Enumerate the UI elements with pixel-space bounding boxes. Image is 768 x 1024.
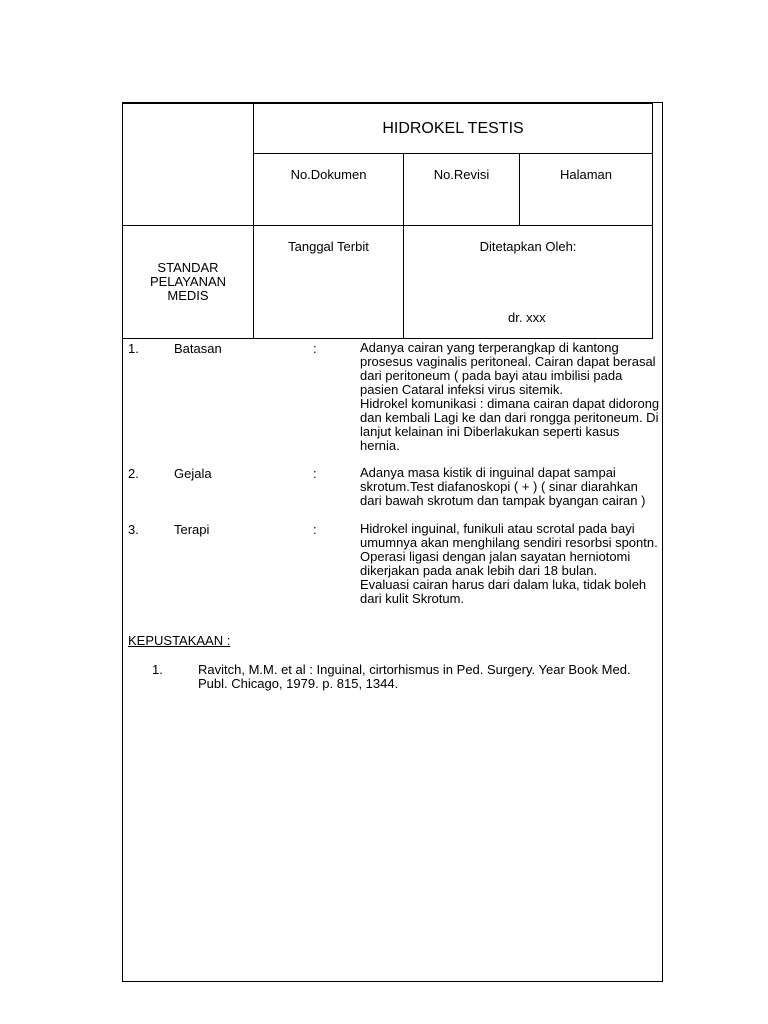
section-2-line: Adanya masa kistik di inguinal dapat sampai [360,465,616,480]
section-1-line: Adanya cairan yang terperangkap di kantong [360,340,619,355]
section-3-label: Terapi [174,522,210,537]
ditetapkan-label: Ditetapkan Oleh: [479,239,577,254]
header-top-border [122,103,653,104]
section-3-line: Operasi ligasi dengan jalan sayatan herniotomi [360,549,631,564]
section-1-line: pasien Cataral infeksi virus sitemik. [360,382,564,397]
header-right-border [652,103,653,339]
section-1-number: 1. [128,341,139,356]
header-left-border [122,103,123,339]
section-2-line: dari bawah skrotum dan tampak byangan cairan ) [360,493,646,508]
standar-label-line-2: PELAYANAN [149,274,227,289]
section-1-colon: : [313,341,317,356]
section-3-line: umumnya akan menghilang sendiri resorbsi spontn. [360,535,658,550]
signer-name: dr. xxx [508,310,546,325]
document-title: HIDROKEL TESTIS [382,120,524,137]
header-divider-left [253,103,254,339]
section-3-line: dari kulit Skrotum. [360,591,465,606]
reference-1-number: 1. [152,662,163,677]
header-bottom-border [122,338,653,339]
section-1-label: Batasan [174,341,222,356]
standar-label-line-3: MEDIS [167,288,209,303]
section-3-line: Hidrokel inguinal, funikuli atau scrotal pada bayi [360,521,635,536]
section-1-line: hernia. [360,438,400,453]
no-revisi-label: No.Revisi [433,167,490,182]
section-2-line: skrotum.Test diafanoskopi ( + ) ( sinar diarahkan [360,479,638,494]
section-3-line: dikerjakan pada anak lebih dari 18 bulan. [360,563,598,578]
section-3-number: 3. [128,522,139,537]
no-dokumen-label: No.Dokumen [290,167,367,182]
section-3-line: Evaluasi cairan harus dari dalam luka, tidak boleh [360,577,647,592]
standar-label-line-1: STANDAR [157,260,219,275]
reference-1-line-2: Publ. Chicago, 1979. p. 815, 1344. [198,676,399,691]
section-1-line: prosesus vaginalis peritoneal. Cairan dapat berasal [360,354,656,369]
tanggal-terbit-label: Tanggal Terbit [288,239,369,254]
document-header-table [122,103,653,339]
section-1-line: Hidrokel komunikasi : dimana cairan dapat didorong [360,396,660,411]
section-1-line: dan kembali Lagi ke dan dari rongga peritoneum. Di [360,410,659,425]
section-2-number: 2. [128,466,139,481]
rev-page-divider [519,153,520,226]
title-row-border [253,153,653,154]
reference-1-line-1: Ravitch, M.M. et al : Inguinal, cirtorhismus in Ped. Surgery. Year Book Med. [198,662,631,677]
section-1-line: lanjut kelainan ini Diberlakukan seperti kasus [360,424,620,439]
section-2-label: Gejala [174,466,212,481]
references-heading: KEPUSTAKAAN : [128,633,231,648]
halaman-label: Halaman [559,167,613,182]
section-1-line: dari peritoneum ( pada bayi atau imbilisi pada [360,368,623,383]
row-split-border [122,225,653,226]
section-2-colon: : [313,466,317,481]
section-3-colon: : [313,522,317,537]
